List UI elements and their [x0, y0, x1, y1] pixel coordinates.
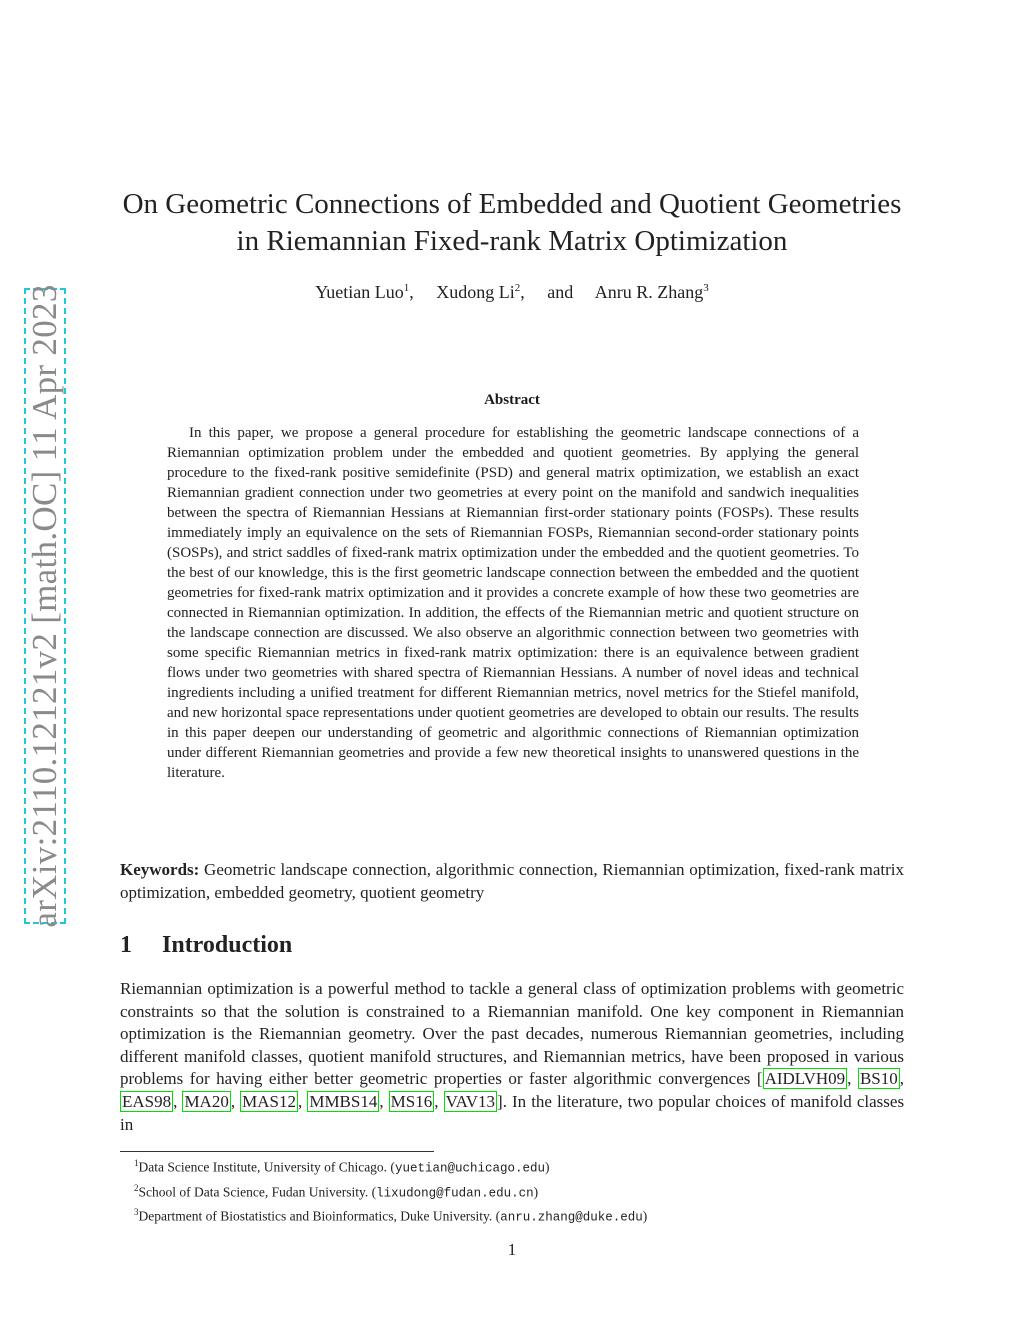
page-number: 1: [507, 1240, 517, 1259]
citation-link[interactable]: AIDLVH09: [764, 1069, 846, 1089]
arxiv-stamp-text: arXiv:2110.12121v2 [math.OC] 11 Apr 2023: [25, 284, 64, 928]
keywords-label: Keywords:: [120, 860, 200, 879]
author-mark: 1: [403, 282, 410, 294]
email-link[interactable]: lixudong@fudan.edu.cn: [376, 1186, 534, 1200]
citation-link[interactable]: EAS98: [122, 1091, 172, 1111]
section-number: 1: [120, 932, 132, 958]
citation-link[interactable]: VAV13: [445, 1091, 496, 1111]
intro-paragraph: Riemannian optimization is a powerful method to tackle a general class of optimization problems with geometric constraints so that the solution is constrained to a Riemannian manifold. One key component in Riemannian optimization is the Riemannian geometry. Over the past decades, numerous Riemannian geometries, including different manifold classes, quotient manifold structures, and Riemannian metrics, have been proposed in various problems for having either better geometric properties or faster algorithmic convergences [ AIDLVH09 , BS10 , EAS98 , MA20 , MAS12 , MMBS14 , MS16 , VAV13 ]. In the literature, two popular choices of manifold classes in: [120, 979, 905, 1134]
author-and: and: [547, 282, 574, 302]
footnotes: [134, 1154, 904, 1228]
citation-link[interactable]: MA20: [184, 1091, 229, 1111]
section-title: Introduction: [162, 932, 293, 958]
citation-link[interactable]: MMBS14: [309, 1091, 378, 1111]
email-link[interactable]: yuetian@uchicago.edu: [394, 1161, 545, 1176]
arxiv-stamp[interactable]: [24, 284, 66, 928]
author: Xudong Li$^2$,: [436, 282, 525, 302]
intro-text: Riemannian optimization is a powerful method to tackle a general class of optimization problems with geometric constraints so that the solution is constrained to a Riemannian manifold. One key component in Riemannian optimization is the Riemannian geometry. Over the past decades, numerous Riemannian geometries, including different manifold classes, quotient manifold structures, and Riemannian metrics, have been proposed in various problems for having either better geometric properties or faster algorithmic convergences: [120, 979, 904, 1089]
keywords-text: Geometric landscape connection, algorithmic connection, Riemannian optimization, fixed-rank matrix optimization, embedded geometry, quotient geometry: [120, 860, 905, 902]
author-list: [110, 282, 914, 303]
citation-link[interactable]: MAS12: [242, 1091, 297, 1111]
paper-title: On Geometric Connections of Embedded and Quotient Geometries in Riemannian Fixed-rank Matrix Optimization: [122, 188, 902, 257]
abstract-text: In this paper, we propose a general procedure for establishing the geometric landscape connections of a Riemannian optimization problem under the embedded and quotient geometries. By applying the general procedure to the fixed-rank positive semidefinite (PSD) and general matrix optimization, we establish an exact Riemannian gradient connection under two geometries at every point on the manifold and sandwich inequalities between the spectra of Riemannian Hessians at Riemannian first-order stationary points (FOSPs). These results immediately imply an equivalence on the sets of Riemannian FOSPs, Riemannian second-order stationary points (SOSPs), and strict saddles of fixed-rank matrix optimization under the embedded and the quotient geometries. To the best of our knowledge, this is the first geometric landscape connection between the embedded and the quotient geometries for fixed-rank matrix optimization and it provides a concrete example of how these two geometries are connected in Riemannian optimization. In addition, the effects of the Riemannian metric and quotient structure on the landscape connection are discussed. We also observe an algorithmic connection between two geometries with some specific Riemannian metrics in fixed-rank matrix optimization: there is an equivalence between gradient flows under two geometries with shared spectra of Riemannian Hessians. A number of novel ideas and technical ingredients including a unified treatment for different Riemannian metrics, novel metrics for the Stiefel manifold, and new horizontal space representations under quotient geometries are developed to obtain our results. The results in this paper deepen our understanding of geometric and algorithmic connections of Riemannian optimization under different Riemannian geometries and provide a few new theoretical insights to unanswered questions in the literature.: [167, 425, 859, 781]
citation-link[interactable]: BS10: [859, 1069, 898, 1089]
author: Yuetian Luo$^1$,: [315, 282, 414, 302]
author-mark: 3: [703, 282, 709, 294]
email-link[interactable]: anru.zhang@duke.edu: [500, 1210, 643, 1225]
footnote: $^1$Data Science Institute, University of Chicago. (yuetian@uchicago.edu): [134, 1158, 550, 1176]
section-heading: [120, 932, 292, 959]
abstract-heading: Abstract: [484, 392, 540, 408]
author: Anru R. Zhang$^3$: [594, 282, 709, 302]
citation-link[interactable]: MS16: [390, 1091, 433, 1111]
footnote: $^2$School of Data Science, Fudan University. (lixudong@fudan.edu.cn): [134, 1182, 539, 1200]
author-mark: 2: [514, 282, 521, 294]
footnote-divider: [120, 1151, 434, 1152]
keywords: [120, 858, 904, 904]
footnote: $^3$Department of Biostatistics and Bioinformatics, Duke University. (anru.zhang@duke.edu): [134, 1207, 648, 1225]
intro-text-continued: . In the literature, two popular choices of manifold classes in: [120, 1091, 905, 1134]
